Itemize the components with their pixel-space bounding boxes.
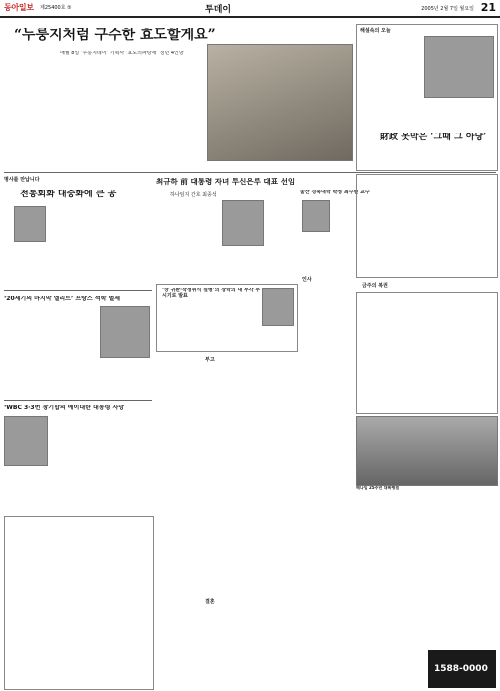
- advertisement[interactable]: [428, 650, 496, 688]
- lead-body-col1: [4, 60, 68, 160]
- weddings-label: 결혼: [205, 599, 215, 605]
- newspaper-logo: 동아일보: [4, 3, 34, 12]
- center-subhead: 하나임지 간호 최종석: [170, 192, 217, 198]
- interview-label: 명사를 만납니다: [4, 177, 40, 183]
- classified-body: [8, 520, 148, 684]
- obit2-body: [50, 416, 150, 514]
- obit2-headline: ‘WBC 3·3번 창기합의 에이대한 대통령 사망: [4, 405, 125, 411]
- obit1-headline: ‘20세기의 마지막 엘리트’ 프랑스 석학 별세: [4, 296, 121, 302]
- people-label: 인사: [302, 277, 312, 283]
- center-headline: 최규하 前 대통령 자녀 투신은루 대표 선임: [156, 178, 296, 186]
- lead-subhead: 매월 8일 ‘누룽지데이’ 기획사 ‘효도의파랑새’ 청년 4인방: [60, 51, 184, 56]
- masthead: [0, 0, 500, 18]
- lead-photo-caption: [207, 160, 352, 170]
- group-photo-title: 해나임 25주년 대륙행점: [356, 486, 400, 490]
- obit2-photo: [4, 416, 48, 466]
- obit1-photo: [100, 306, 150, 358]
- obituary-body: [156, 364, 252, 594]
- lead-body-col2: [72, 60, 136, 160]
- stocks-label: 금주의 복권: [362, 283, 388, 289]
- bottom-listing: [356, 650, 424, 688]
- listings-body: [256, 356, 352, 594]
- editorial-label: 해설속의 오늘: [360, 28, 391, 34]
- ad-text: 1588-0000: [434, 664, 488, 674]
- weddings-body: [156, 606, 352, 688]
- center-photo: [222, 200, 264, 246]
- editorial-photo: [424, 36, 494, 98]
- section-title: 투데이: [205, 5, 232, 15]
- center-box-headline: ‘상 귀환·작정위식 질병’의 장학의 내 부각 부시기로 발표: [162, 288, 261, 299]
- divider: [4, 290, 152, 291]
- center-body-col1: [156, 200, 218, 280]
- right-profile-headline: 울산 경북대학 박정 최수현 교수: [300, 190, 370, 195]
- editorial-body-2: [360, 146, 495, 168]
- profile-photo: [302, 200, 330, 232]
- lead-photo: [207, 44, 353, 161]
- issue-number: 제25400호 ⑤: [40, 5, 72, 11]
- issue-date: 2005년 2월 7일 월요일: [421, 6, 474, 12]
- center-box-body: [162, 304, 258, 348]
- lead-body-col3: [140, 60, 204, 160]
- group-photo: [356, 416, 498, 486]
- page-number: 21: [480, 1, 496, 14]
- lead-headline: “누룽지처럼 구수한 효도할게요”: [14, 28, 216, 43]
- obit1-body: [4, 306, 96, 398]
- stocks-table-body: [360, 296, 492, 408]
- interview-body: [4, 206, 149, 286]
- editorial-body: [360, 36, 420, 131]
- right-lower-body: [356, 510, 496, 646]
- center-box-photo: [262, 288, 294, 326]
- interview-headline: 전통회화 대중화에 큰 공: [20, 190, 117, 199]
- divider: [4, 400, 152, 401]
- editorial-headline: 財政 못막은 ‘그때 그 아당’: [380, 133, 487, 142]
- center-body-col2: [222, 246, 302, 280]
- obituary-label: 부고: [205, 357, 215, 363]
- right-article-body: [360, 178, 492, 272]
- section-divider: [4, 172, 496, 173]
